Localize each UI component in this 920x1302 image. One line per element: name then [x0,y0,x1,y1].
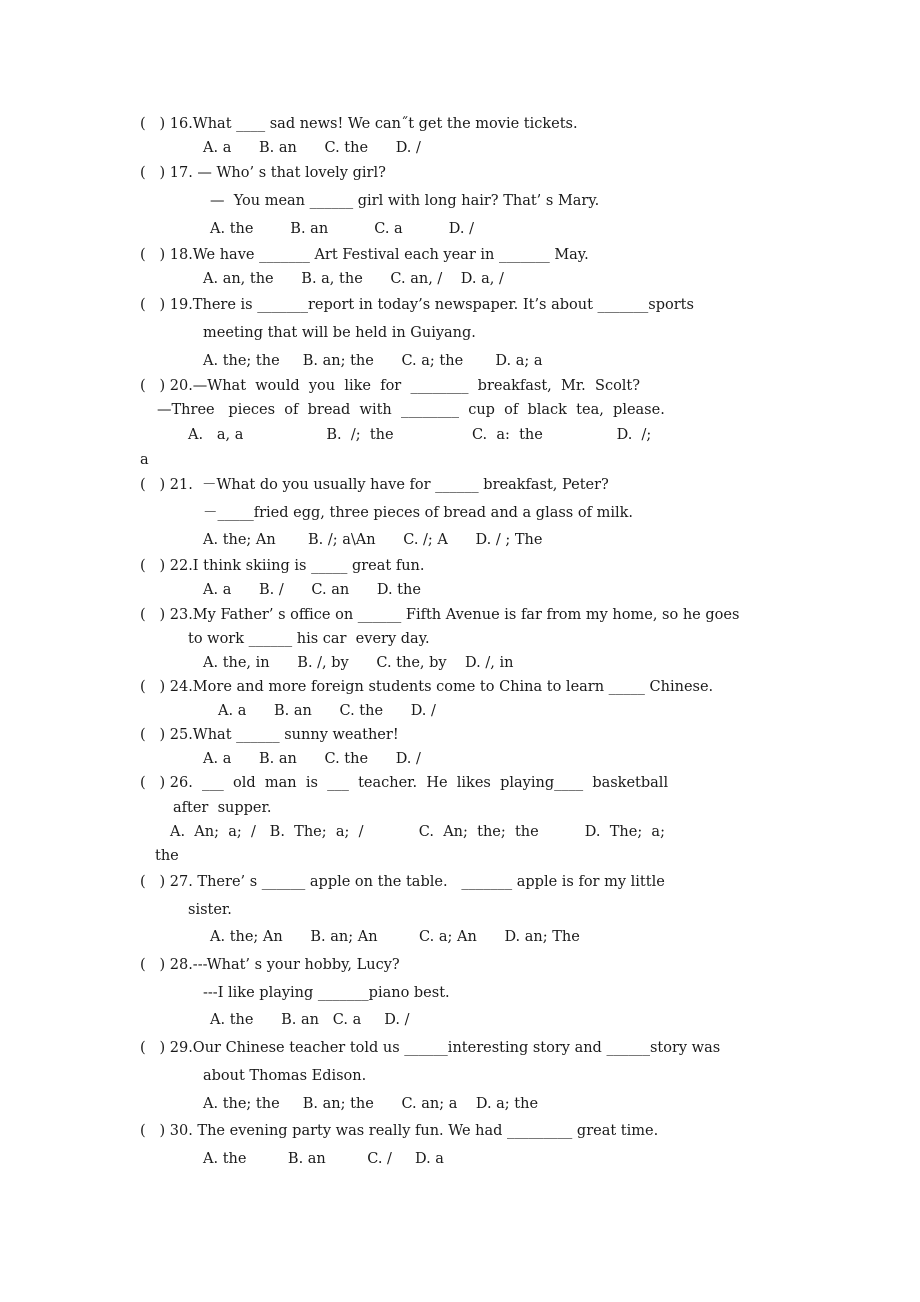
q28-stem-line2: ---I like playing _______piano best. [203,985,450,1001]
q28-options: A. the B. an C. a D. / [210,1012,410,1028]
q20-options-wrap: a [140,452,149,468]
q26-options: A. An; a; / B. The; a; / C. An; the; the D. The; a; [170,824,665,840]
q27-stem: ( ) 27. There’ s ______ apple on the table. _______ apple is for my little [140,874,665,890]
q19-options: A. the; the B. an; the C. a; the D. a; a [203,353,543,369]
q23-stem: ( ) 23.My Father’ s office on ______ Fifth Avenue is far from my home, so he goes [140,607,740,623]
q23-stem-line2: to work ______ his car every day. [188,631,430,647]
q29-options: A. the; the B. an; the C. an; a D. a; the [203,1096,539,1112]
q17-stem-line2: — You mean ______ girl with long hair? That’ s Mary. [210,193,600,209]
q17-stem: ( ) 17. — Who’ s that lovely girl? [140,165,386,181]
q25-options: A. a B. an C. the D. / [203,751,421,767]
q27-options: A. the; An B. an; An C. a; An D. an; The [210,929,580,945]
q20-stem: ( ) 20.—What would you like for ________ breakfast, Mr. Scolt? [140,378,641,394]
q30-options: A. the B. an C. / D. a [203,1151,444,1167]
q26-options-wrap: the [155,848,179,864]
q26-stem-line2: after supper. [173,800,272,816]
q20-options: A. a, a B. /; the C. a: the D. /; [188,427,652,443]
q21-stem: ( ) 21. －What do you usually have for ______ breakfast, Peter? [140,477,609,493]
q24-stem: ( ) 24.More and more foreign students come to China to learn _____ Chinese. [140,679,714,695]
q22-options: A. a B. / C. an D. the [203,582,421,598]
q29-stem-line2: about Thomas Edison. [203,1068,367,1084]
q21-stem-line2: －_____fried egg, three pieces of bread and a glass of milk. [203,505,633,521]
q24-options: A. a B. an C. the D. / [218,703,436,719]
q16-options: A. a B. an C. the D. / [203,140,421,156]
q17-options: A. the B. an C. a D. / [210,221,475,237]
q18-stem: ( ) 18.We have _______ Art Festival each year in _______ May. [140,247,589,263]
q18-options: A. an, the B. a, the C. an, / D. a, / [203,271,504,287]
q30-stem: ( ) 30. The evening party was really fun. We had _________ great time. [140,1123,659,1139]
q21-options: A. the; An B. /; a\An C. /; A D. / ; The [203,532,543,548]
q22-stem: ( ) 22.I think skiing is _____ great fun. [140,558,425,574]
q26-stem: ( ) 26. ___ old man is ___ teacher. He likes playing____ basketball [140,775,669,791]
q25-stem: ( ) 25.What ______ sunny weather! [140,727,399,743]
q28-stem: ( ) 28.---What’ s your hobby, Lucy? [140,957,400,973]
q27-stem-line2: sister. [188,902,232,918]
q29-stem: ( ) 29.Our Chinese teacher told us ______interesting story and ______story was [140,1040,721,1056]
q23-options: A. the, in B. /, by C. the, by D. /, in [203,655,514,671]
q19-stem-line2: meeting that will be held in Guiyang. [203,325,476,341]
q16-stem: ( ) 16.What ____ sad news! We can˝t get the movie tickets. [140,116,578,132]
q19-stem: ( ) 19.There is _______report in today’s newspaper. It’s about _______sports [140,297,694,313]
q20-stem-line2: —Three pieces of bread with ________ cup of black tea, please. [157,402,665,418]
